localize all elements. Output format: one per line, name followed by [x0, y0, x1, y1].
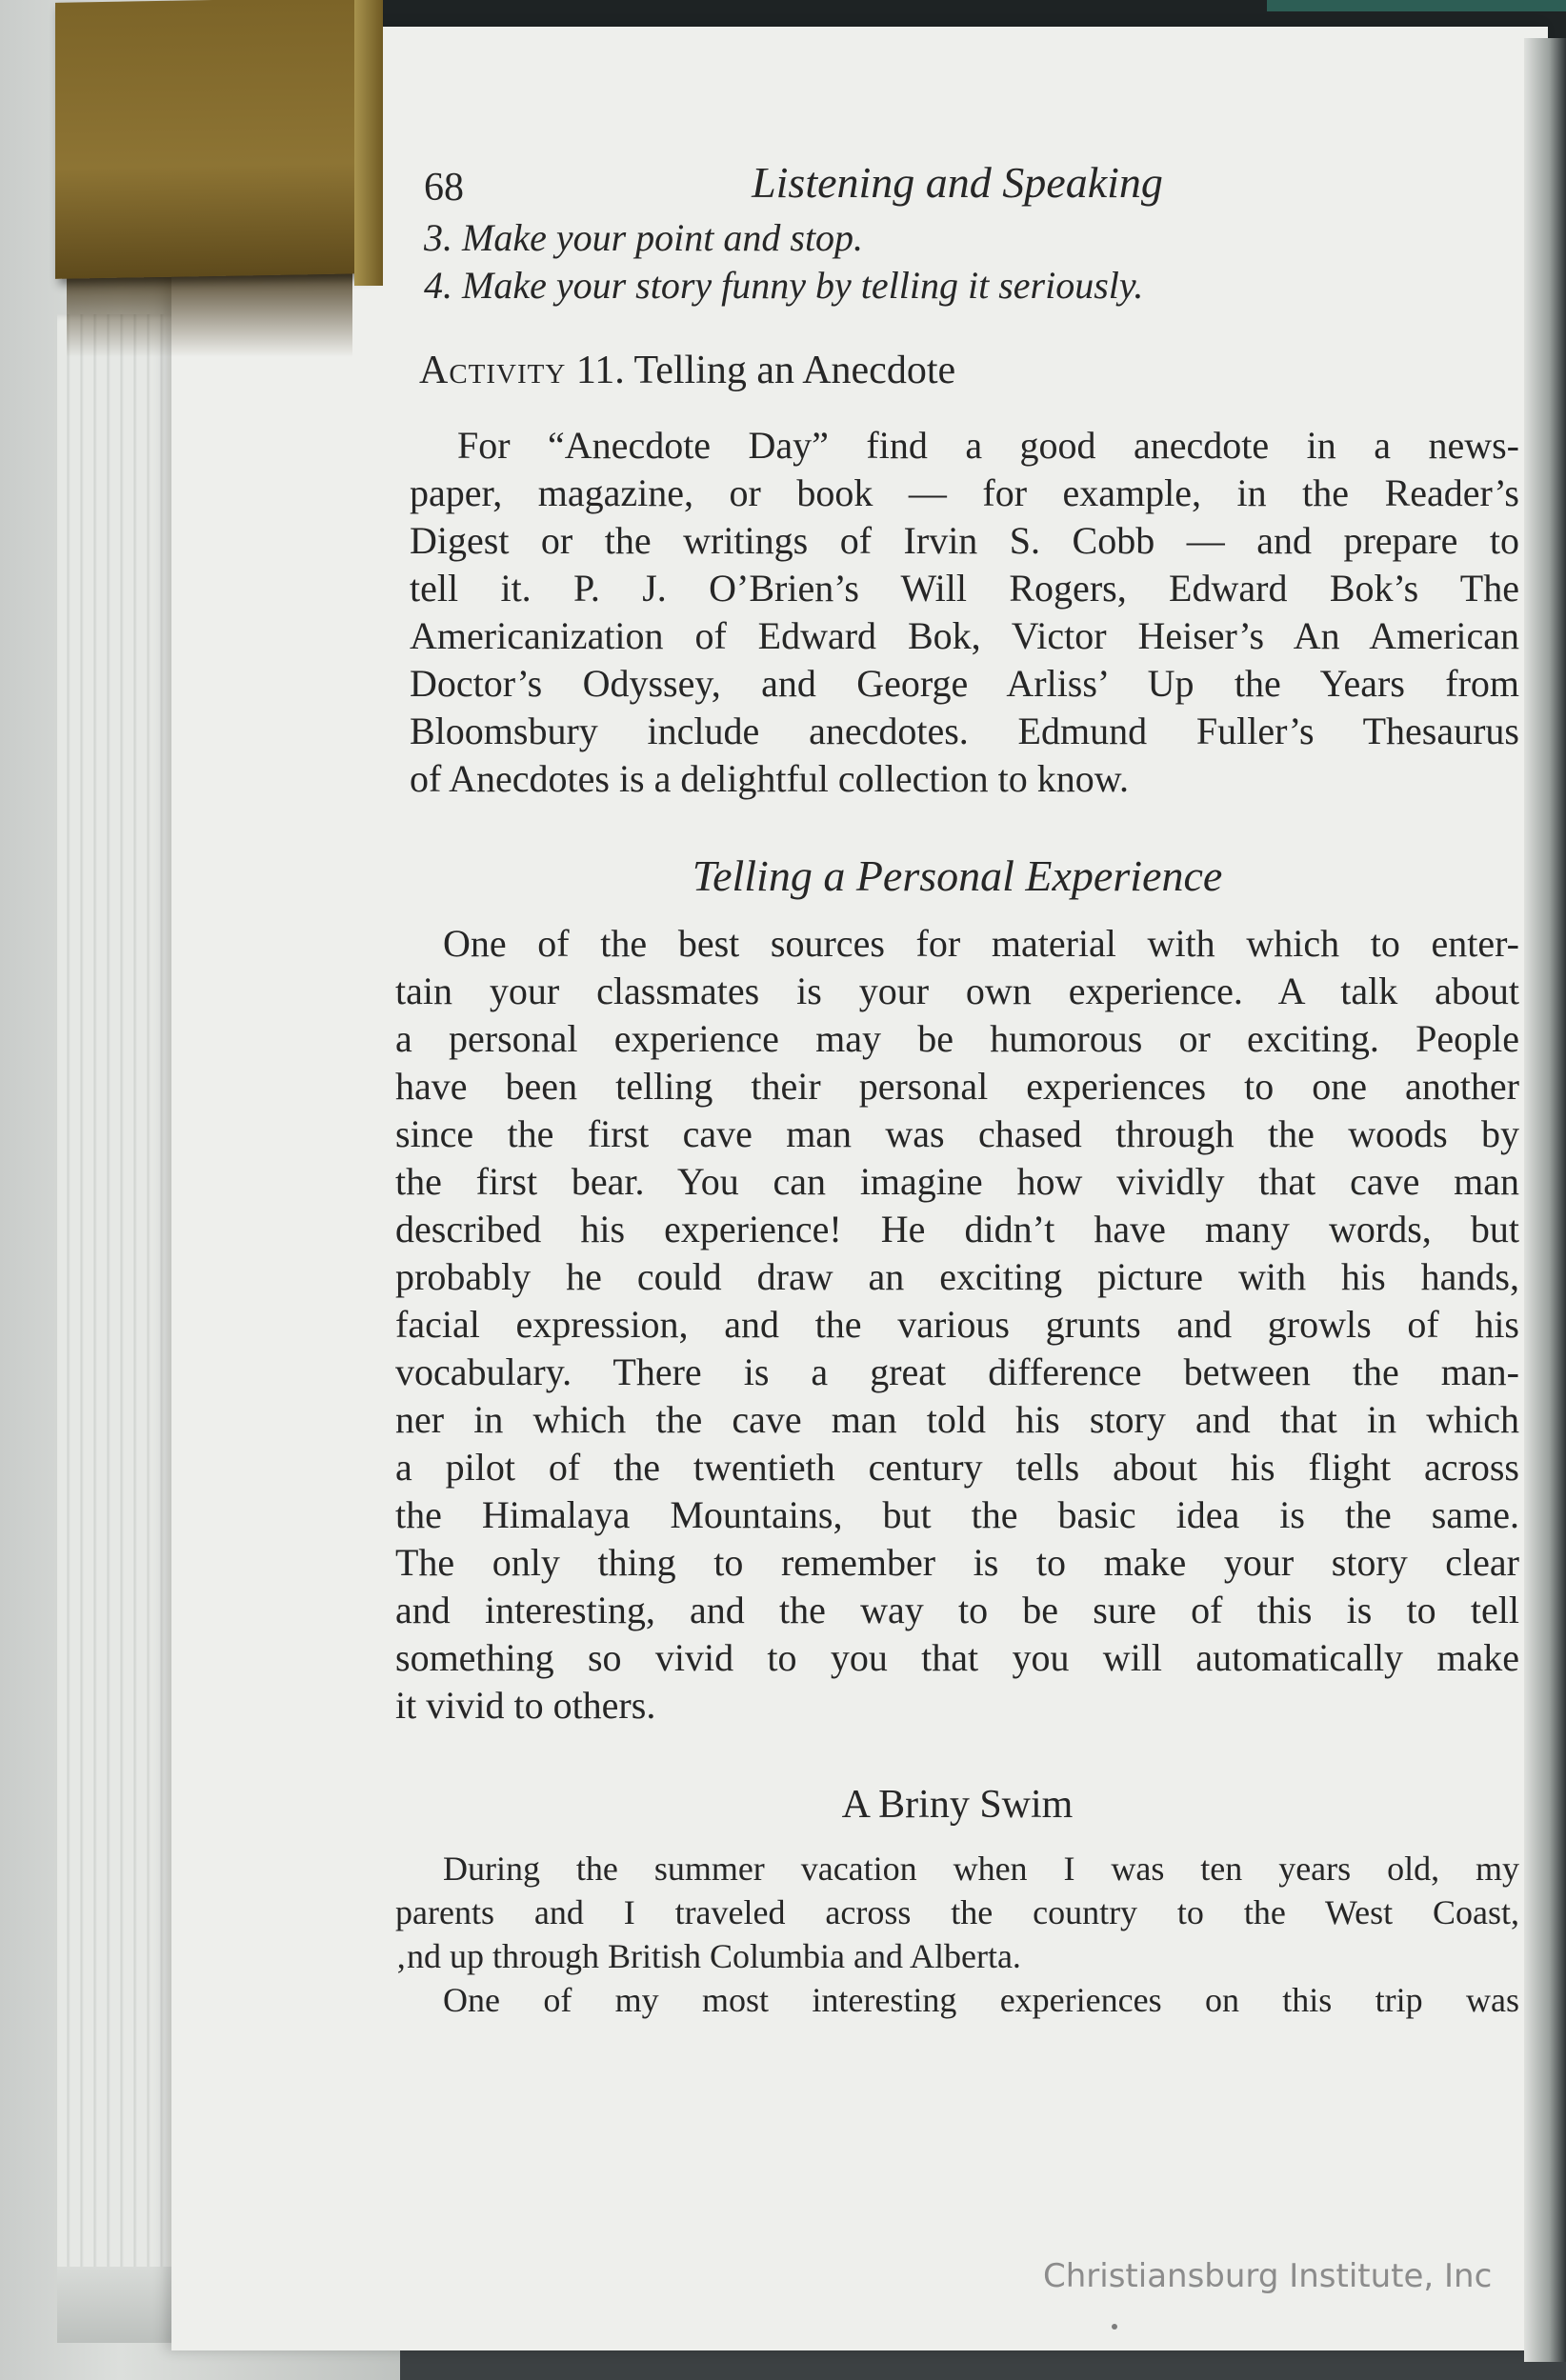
page-number: 68 — [424, 166, 464, 210]
page-header — [395, 157, 1519, 214]
text-line: The only thing to remember is to make your story clear — [395, 1541, 1519, 1584]
text-line: Doctor’s Odyssey, and George Arliss’ Up the Years from — [410, 662, 1519, 705]
page-right-edge — [1524, 38, 1566, 2362]
bookmark-tab — [55, 0, 370, 279]
page-content — [395, 157, 1519, 2022]
text-line: One of my most interesting experiences on this trip was — [443, 1981, 1519, 2019]
activity-title: Telling an Anecdote — [633, 349, 956, 392]
rule-list — [395, 214, 1519, 310]
text-line: For “Anecdote Day” find a good anecdote in a news- — [457, 424, 1519, 467]
cover-edge — [1267, 0, 1566, 11]
text-line: Digest or the writings of Irvin S. Cobb — and prepare to — [410, 519, 1519, 562]
text-line: vocabulary. There is a great difference between the man- — [395, 1350, 1519, 1393]
page-speck — [1112, 2324, 1117, 2330]
text-line: parents and I traveled across the country to the West Coast, — [395, 1893, 1519, 1931]
text-line: Americanization of Edward Bok, Victor Heiser’s An American — [410, 614, 1519, 657]
text-line: it vivid to others. — [395, 1684, 656, 1727]
rule-item: 3. Make your point and stop. — [424, 216, 864, 259]
activity-heading — [395, 348, 1519, 393]
text-line: During the summer vacation when I was ten years old, my — [443, 1850, 1519, 1888]
text-line: something so vivid to you that you will automatically make — [395, 1636, 1519, 1679]
bookmark-edge — [354, 0, 383, 286]
text-line: a personal experience may be humorous or exciting. People — [395, 1017, 1519, 1060]
text-line: ner in which the cave man told his story and that in which — [395, 1398, 1519, 1441]
text-line: of Anecdotes is a delightful collection to know. — [410, 757, 1130, 800]
activity-number: 11. — [575, 349, 625, 392]
text-line: the Himalaya Mountains, but the basic idea is the same. — [395, 1493, 1519, 1536]
activity-label: Activity — [419, 349, 567, 392]
rule-item: 4. Make your story funny by telling it seriously. — [424, 264, 1144, 307]
text-line: tain your classmates is your own experience. A talk about — [395, 970, 1519, 1012]
section-paragraph — [395, 920, 1519, 1730]
text-line: a pilot of the twentieth century tells about his flight across — [395, 1446, 1519, 1489]
story-heading: A Briny Swim — [841, 1783, 1074, 1827]
page-stack — [57, 314, 191, 2295]
story-paragraph — [395, 1847, 1519, 2022]
text-line: and interesting, and the way to be sure of this is to tell — [395, 1589, 1519, 1631]
text-line: tell it. P. J. O’Brien’s Will Rogers, Edward Bok’s The — [410, 567, 1519, 610]
text-line: Bloomsbury include anecdotes. Edmund Fuller’s Thesaurus — [410, 710, 1519, 752]
text-line: have been telling their personal experiences to one another — [395, 1065, 1519, 1108]
section-heading: Telling a Personal Experience — [692, 851, 1223, 900]
text-line: facial expression, and the various grunts and growls of his — [395, 1303, 1519, 1346]
watermark: Christiansburg Institute, Inc — [1043, 2257, 1493, 2295]
text-line: probably he could draw an exciting picture with his hands, — [395, 1255, 1519, 1298]
bookmark-shadow — [67, 271, 352, 357]
text-line: since the first cave man was chased through the woods by — [395, 1112, 1519, 1155]
text-line: described his experience! He didn’t have many words, but — [395, 1208, 1519, 1250]
text-line: the first bear. You can imagine how vividly that cave man — [395, 1160, 1519, 1203]
activity-paragraph — [395, 422, 1519, 803]
text-line: ‚nd up through British Columbia and Alberta. — [395, 1937, 1021, 1975]
text-line: One of the best sources for material with which to enter- — [443, 922, 1519, 965]
text-line: paper, magazine, or book — for example, in the Reader’s — [410, 471, 1519, 514]
running-title: Listening and Speaking — [752, 158, 1163, 207]
